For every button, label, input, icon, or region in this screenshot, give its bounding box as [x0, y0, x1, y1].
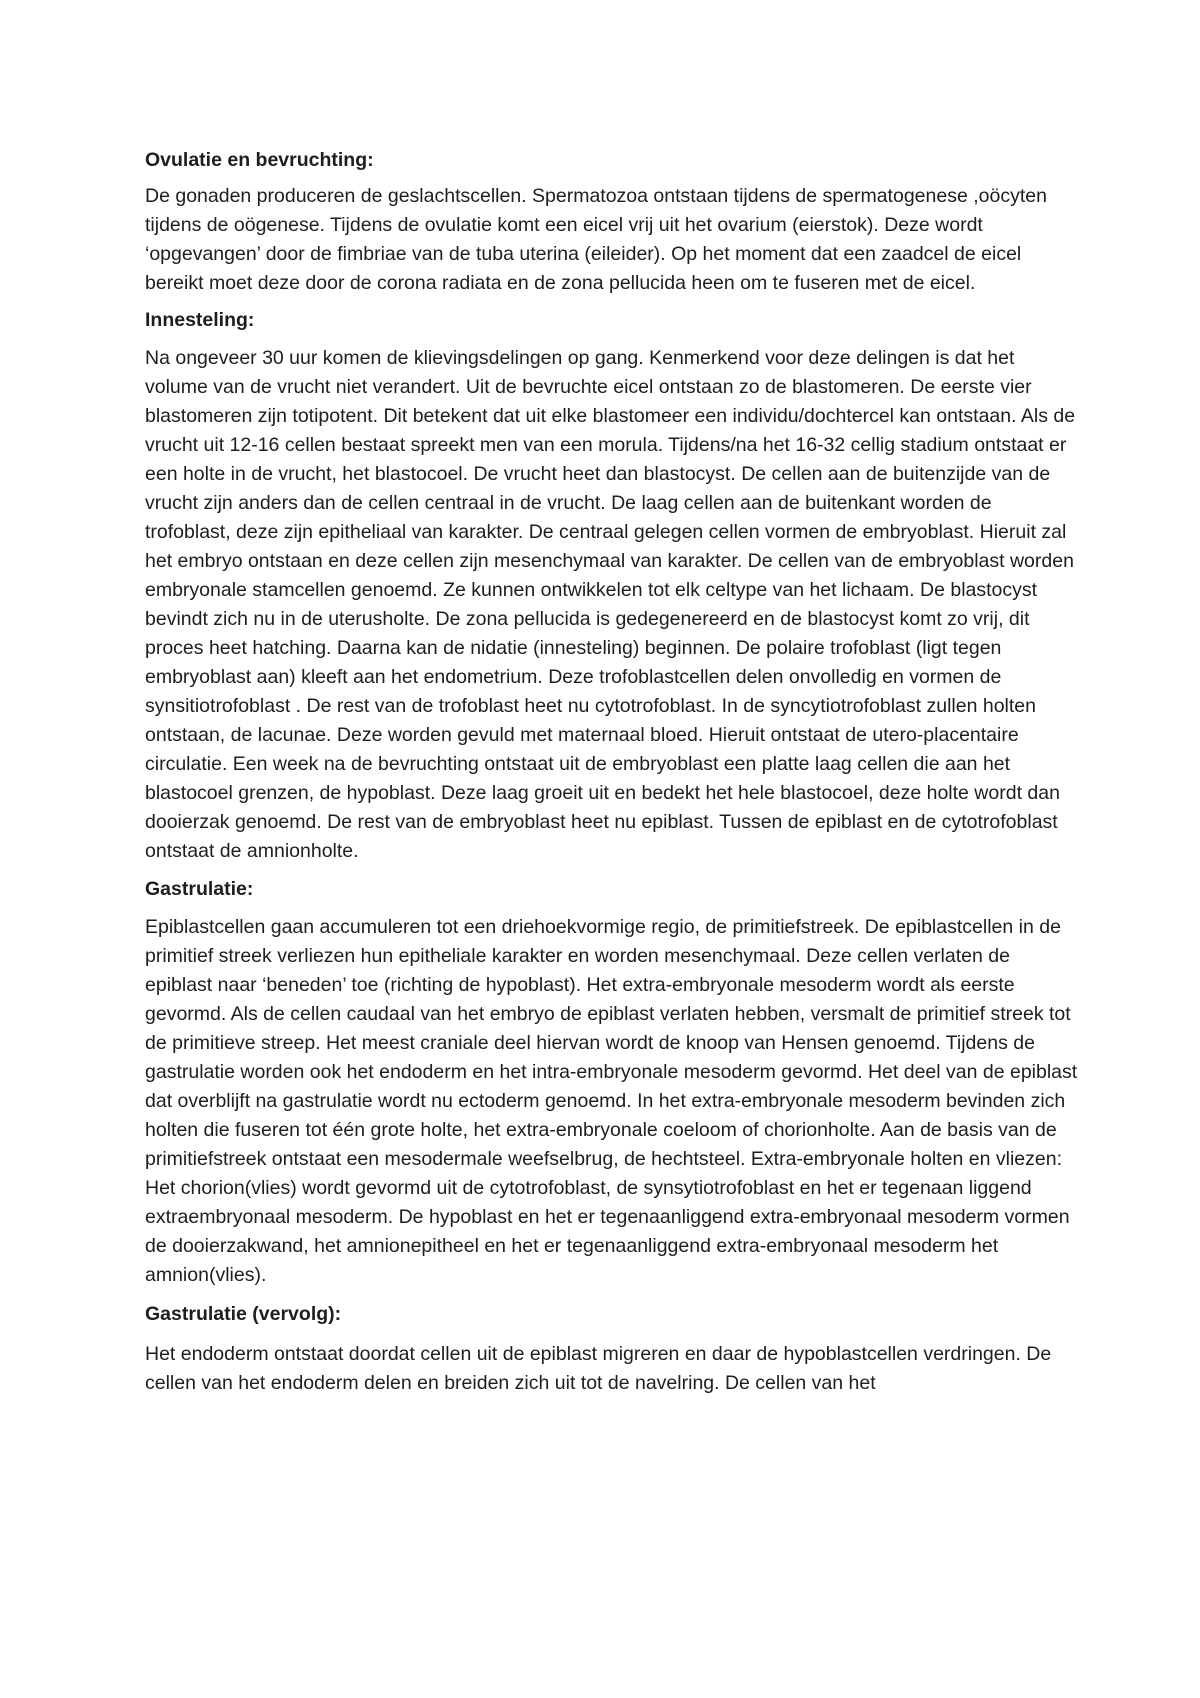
section-text-gastrulatie: Epiblastcellen gaan accumuleren tot een driehoekvormige regio, de primitiefstreek. De epiblastcellen in de primitief streek verliezen hun epitheliale karakter en worden mesenchymaal. Deze cellen verlaten de epiblast naar ‘beneden’ toe (richting de hypoblast). Het extra-embryonale mesoderm wordt als eerste gevormd. Als de cellen caudaal van het embryo de epiblast verlaten hebben, versmalt de primitief streek tot de primitieve streep. Het meest craniale deel hiervan wordt de knoop van Hensen genoemd. Tijdens de gastrulatie worden ook het endoderm en het intra-embryonale mesoderm gevormd. Het deel van de epiblast dat overblijft na gastrulatie wordt nu ectoderm genoemd. In het extra-embryonale mesoderm bevinden zich holten die fuseren tot één grote holte, het extra-embryonale coeloom of chorionholte. Aan de basis van de primitiefstreek ontstaat een mesodermale weefselbrug, de hechtsteel. Extra-embryonale holten en vliezen: Het chorion(vlies) wordt gevormd uit de cytotrofoblast, de synsytiotrofoblast en het er tegenaan liggend extraembryonaal mesoderm. De hypoblast en het er tegenaanliggend extra-embryonaal mesoderm vormen de dooierzakwand, het amnionepitheel en het er tegenaanliggend extra-embryonaal mesoderm het amnion(vlies).: [145, 916, 1078, 1286]
section-text-gastrulatie-vervolg: Het endoderm ontstaat doordat cellen uit de epiblast migreren en daar de hypoblastcellen verdringen. De cellen van het endoderm delen en breiden zich uit tot de navelring. De cellen van het: [145, 1343, 1052, 1394]
section-heading-gastrulatie-vervolg: Gastrulatie (vervolg):: [145, 1303, 342, 1325]
section-text-ovulatie: De gonaden produceren de geslachtscellen. Spermatozoa ontstaan tijdens de spermatogenese ,oöcyten tijdens de oögenese. Tijdens de ovulatie komt een eicel vrij uit het ovarium (eierstok). Deze wordt ‘opgevangen’ door de fimbriae van de tuba uterina (eileider). Op het moment dat een zaadcel de eicel bereikt moet deze door de corona radiata en de zona pellucida heen om te fuseren met de eicel.: [145, 185, 1047, 294]
section-text-innesteling: Na ongeveer 30 uur komen de klievingsdelingen op gang. Kenmerkend voor deze delingen is dat het volume van de vrucht niet verandert. Uit de bevruchte eicel ontstaan zo de blastomeren. De eerste vier blastomeren zijn totipotent. Dit betekent dat uit elke blastomeer een individu/dochtercel kan ontstaan. Als de vrucht uit 12-16 cellen bestaat spreekt men van een morula. Tijdens/na het 16-32 cellig stadium ontstaat er een holte in de vrucht, het blastocoel. De vrucht heet dan blastocyst. De cellen aan de buitenzijde van de vrucht zijn anders dan de cellen centraal in de vrucht. De laag cellen aan de buitenkant worden de trofoblast, deze zijn epitheliaal van karakter. De centraal gelegen cellen vormen de embryoblast. Hieruit zal het embryo ontstaan en deze cellen zijn mesenchymaal van karakter. De cellen van de embryoblast worden embryonale stamcellen genoemd. Ze kunnen ontwikkelen tot elk celtype van het lichaam. De blastocyst bevindt zich nu in de uterusholte. De zona pellucida is gedegenereerd en de blastocyst komt zo vrij, dit proces heet hatching. Daarna kan de nidatie (innesteling) beginnen. De polaire trofoblast (ligt tegen embryoblast aan) kleeft aan het endometrium. Deze trofoblastcellen delen onvolledig en vormen de synsitiotrofoblast . De rest van de trofoblast heet nu cytotrofoblast. In de syncytiotrofoblast zullen holten ontstaan, de lacunae. Deze worden gevuld met maternaal bloed. Hieruit ontstaat de utero-placentaire circulatie. Een week na de bevruchting ontstaat uit de embryoblast een platte laag cellen die aan het blastocoel grenzen, de hypoblast. Deze laag groeit uit en bedekt het hele blastocoel, deze holte wordt dan dooierzak genoemd. De rest van de embryoblast heet nu epiblast. Tussen de epiblast en de cytotrofoblast ontstaat de amnionholte.: [145, 347, 1076, 862]
document-page: [145, 148, 1080, 1398]
section-heading-ovulatie: Ovulatie en bevruchting:: [145, 149, 374, 171]
section-heading-innesteling: Innesteling:: [145, 309, 255, 331]
section-heading-gastrulatie: Gastrulatie:: [145, 878, 254, 900]
